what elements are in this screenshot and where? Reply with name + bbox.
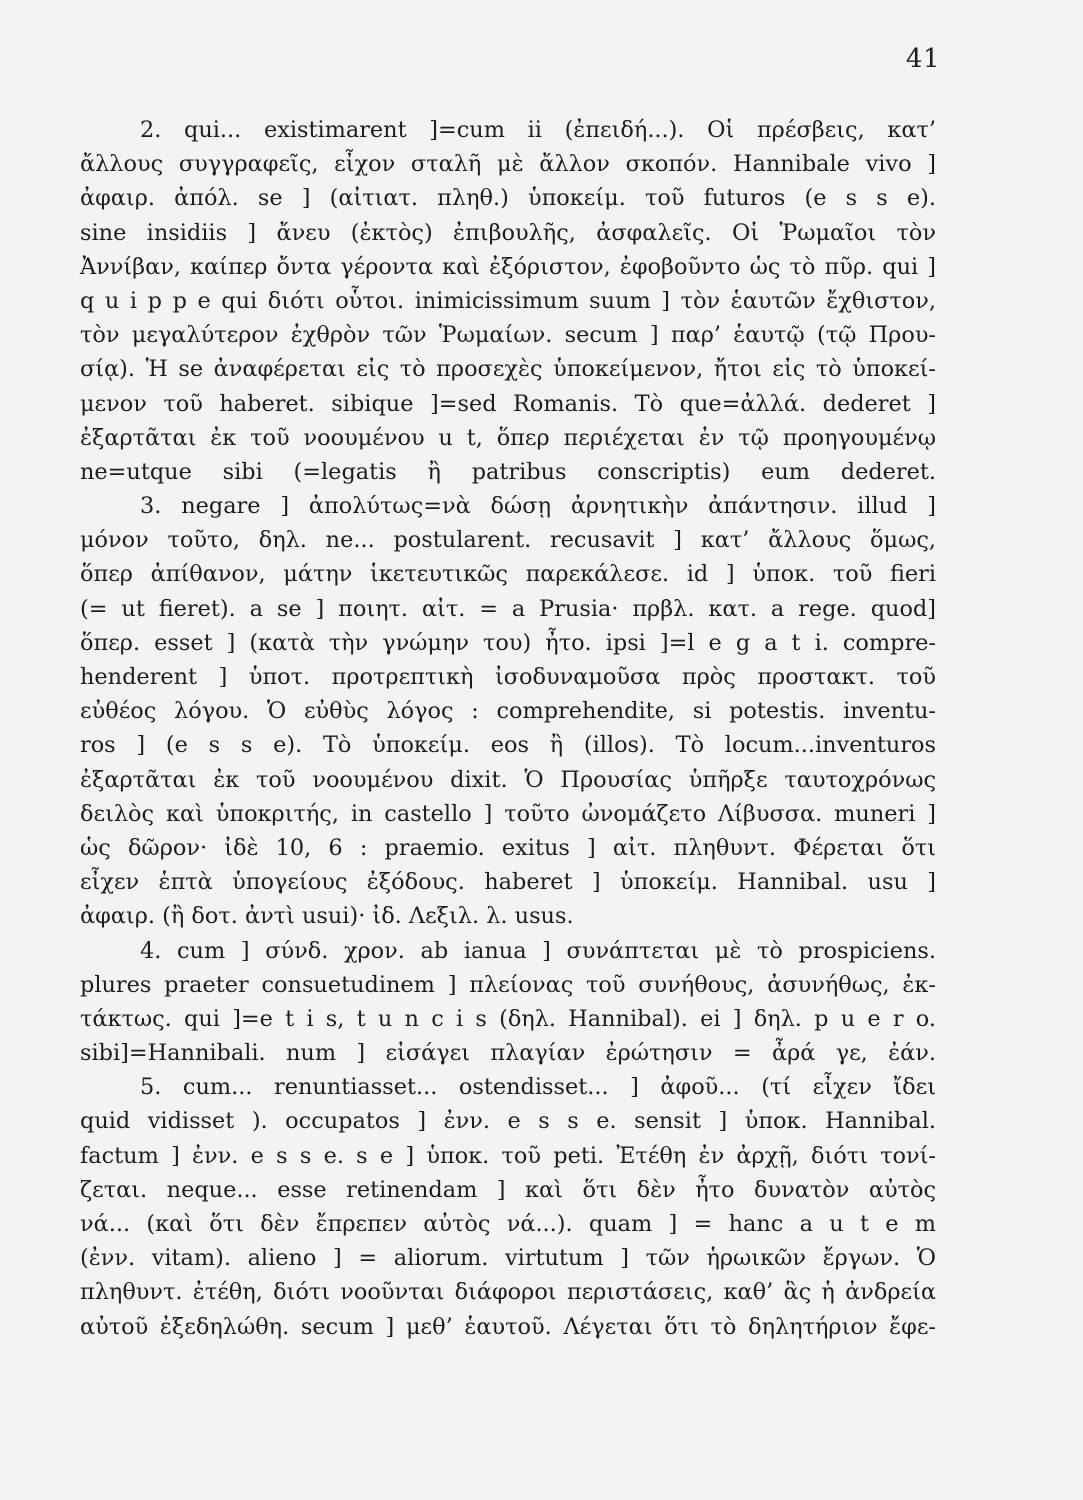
text-line: ὅπερ. esset ] (κατὰ τὴν γνώμην του) ἦτο. ipsi ]=l e g a t i. compre- [80,629,936,656]
text-line: ne=utque sibi (=legatis ἢ patribus conscriptis) eum dederet. [80,458,936,485]
text-line: 4. cum ] σύνδ. χρον. ab ianua ] συνάπτεται μὲ τὸ prospiciens. [140,937,936,964]
text-line: ἀφαιρ. ἀπόλ. se ] (αἰτιατ. πληθ.) ὑποκείμ. τοῦ futuros (e s s e). [80,185,936,212]
text-line: quid vidisset ). occupatos ] ἐνν. e s s e. sensit ] ὑποκ. Hannibal. [80,1108,936,1135]
text-line: (= ut fieret). a se ] ποιητ. αἰτ. = a Prusia· πρβλ. κατ. a rege. quod] [80,595,936,622]
text-line: ἀφαιρ. (ἢ δοτ. ἀντὶ usui)· ἰδ. Λεξιλ. λ. usus. [80,903,574,930]
text-line: (ἐνν. vitam). alieno ] = aliorum. virtutum ] τῶν ἡρωικῶν ἔργων. Ὁ [80,1245,936,1272]
text-line: αὐτοῦ ἐξεδηλώθη. secum ] μεθ’ ἑαυτοῦ. Λέγεται ὅτι τὸ δηλητήριον ἔφε- [80,1313,936,1340]
text-line: νά... (καὶ ὅτι δὲν ἔπρεπεν αὐτὸς νά...). quam ] = hanc a u t e m [80,1211,936,1237]
text-line: factum ] ἐνν. e s s e. s e ] ὑποκ. τοῦ peti. Ἐτέθη ἐν ἀρχῇ, διότι τονί- [80,1142,936,1169]
text-line: 5. cum... renuntiasset... ostendisset... ] ἀφοῦ... (τί εἶχεν ἴδει [140,1074,936,1101]
text-line: ὅπερ ἀπίθανον, μάτην ἱκετευτικῶς παρεκάλεσε. id ] ὑποκ. τοῦ fieri [80,561,936,588]
text-line: τὸν μεγαλύτερον ἐχθρὸν τῶν Ῥωμαίων. secum ] παρ’ ἑαυτῷ (τῷ Πρου- [80,322,936,349]
text-line: μενον τοῦ haberet. sibique ]=sed Romanis. Τὸ que=ἀλλά. dederet ] [80,390,936,417]
text-line: εἶχεν ἑπτὰ ὑπογείους ἐξόδους. haberet ] ὑποκείμ. Hannibal. usu ] [80,869,936,896]
text-line: ὡς δῶρον· ἰδὲ 10, 6 : praemio. exitus ] αἰτ. πληθυντ. Φέρεται ὅτι [80,834,936,861]
text-line: q u i p p e qui διότι οὗτοι. inimicissimum suum ] τὸν ἑαυτῶν ἔχθιστον, [80,287,936,314]
text-line: ἐξαρτᾶται ἐκ τοῦ νοουμένου u t, ὅπερ περιέχεται ἐν τῷ προηγουμένῳ [80,424,936,451]
text-line: ἄλλους συγγραφεῖς, εἶχον σταλῆ μὲ ἄλλον σκοπόν. Hannibale vivo ] [80,151,936,178]
text-line: μόνον τοῦτο, δηλ. ne... postularent. recusavit ] κατ’ ἄλλους ὅμως, [80,527,936,554]
text-line: sine insidiis ] ἄνευ (ἐκτὸς) ἐπιβουλῆς, ἀσφαλεῖς. Οἱ Ῥωμαῖοι τὸν [80,219,936,246]
text-line: Ἀννίβαν, καίπερ ὄντα γέροντα καὶ ἐξόριστον, ἐφοβοῦντο ὡς τὸ πῦρ. qui ] [80,253,936,280]
text-line: plures praeter consuetudinem ] πλείονας τοῦ συνήθους, ἀσυνήθως, ἐκ- [80,971,936,998]
text-line: 3. negare ] ἀπολύτως=νὰ δώσῃ ἀρνητικὴν ἀπάντησιν. illud ] [140,493,936,520]
text-line: σίᾳ). Ἡ se ἀναφέρεται εἰς τὸ προσεχὲς ὑποκείμενον, ἤτοι εἰς τὸ ὑποκεί- [80,356,936,383]
text-line: ros ] (e s s e). Τὸ ὑποκείμ. eos ἢ (illos). Τὸ locum...inventuros [80,732,936,759]
text-line: sibi]=Hannibali. num ] εἰσάγει πλαγίαν ἐρώτησιν = ἆρά γε, ἐάν. [80,1040,936,1067]
commentary-text [80,113,936,1344]
text-line: πληθυντ. ἐτέθη, διότι νοοῦνται διάφοροι περιστάσεις, καθ’ ἃς ἡ ἀνδρεία [80,1279,936,1306]
text-line: ζεται. neque... esse retinendam ] καὶ ὅτι δὲν ἦτο δυνατὸν αὐτὸς [80,1176,936,1203]
text-line: henderent ] ὑποτ. προτρεπτικὴ ἰσοδυναμοῦσα πρὸς προστακτ. τοῦ [80,664,936,690]
page-number: 41 [905,44,940,74]
text-line: δειλὸς καὶ ὑποκριτής, in castello ] τοῦτο ὠνομάζετο Λίβυσσα. muneri ] [80,800,936,827]
text-line: ἐξαρτᾶται ἐκ τοῦ νοουμένου dixit. Ὁ Προυσίας ὑπῆρξε ταυτοχρόνως [80,766,936,793]
text-line: 2. qui... existimarent ]=cum ii (ἐπειδή...). Οἱ πρέσβεις, κατ’ [140,117,936,143]
text-line: τάκτως. qui ]=e t i s, t u n c i s (δηλ. Hannibal). ei ] δηλ. p u e r o. [80,1005,936,1032]
text-line: εὐθέος λόγου. Ὁ εὐθὺς λόγος : comprehendite, si potestis. inventu- [80,698,936,725]
